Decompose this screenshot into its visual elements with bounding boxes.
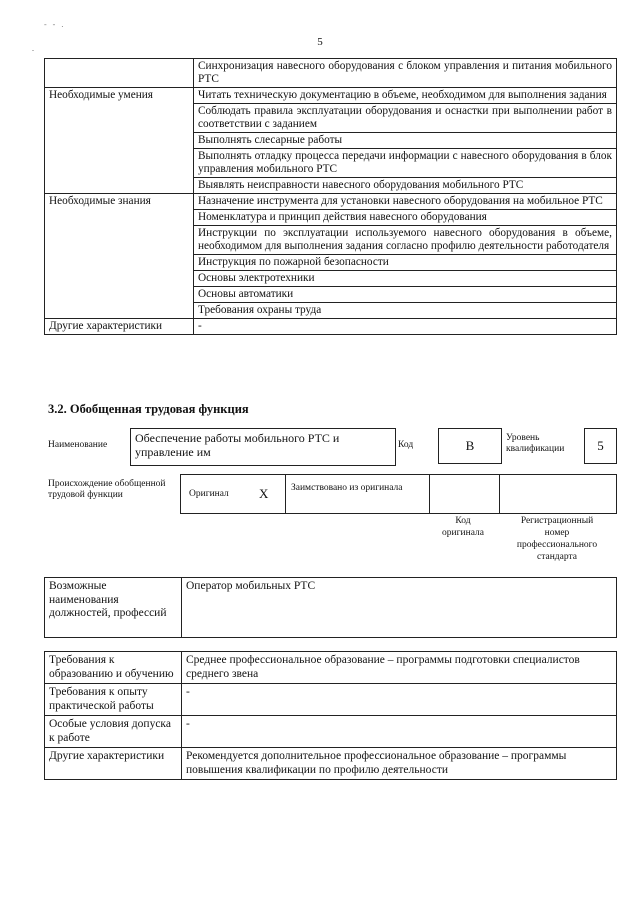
code-label: Код	[398, 440, 414, 450]
row-item: Выполнять отладку процесса передачи информации с навесного оборудования в блок управления мобильного РТС	[194, 149, 617, 178]
row-item: Выполнять слесарные работы	[194, 133, 617, 149]
page-number: 5	[317, 36, 323, 48]
requirement-label: Особые условия допуска к работе	[45, 716, 182, 748]
skills-knowledge-table	[44, 58, 617, 335]
row-item: Читать техническую документацию в объеме, необходимом для выполнения задания	[194, 88, 617, 104]
row-item: Основы автоматики	[194, 287, 617, 303]
row-label	[45, 59, 194, 88]
row-item: Основы электротехники	[194, 271, 617, 287]
row-item: Выявлять неисправности навесного оборудования мобильного РТС	[194, 178, 617, 194]
row-item: Назначение инструмента для установки навесного оборудования на мобильное РТС	[194, 194, 617, 210]
positions-value: Оператор мобильных РТС	[182, 578, 617, 638]
requirement-row	[45, 684, 617, 716]
requirement-label: Другие характеристики	[45, 748, 182, 780]
row-item: Номенклатура и принцип действия навесного оборудования	[194, 210, 617, 226]
requirement-row	[45, 748, 617, 780]
positions-table	[44, 577, 617, 638]
skills-row	[45, 88, 617, 104]
skills-row	[45, 59, 617, 88]
requirement-value: -	[182, 684, 617, 716]
requirement-label: Требования к опыту практической работы	[45, 684, 182, 716]
reg-caption: Регистрационный номер профессионального стандарта	[516, 516, 598, 562]
section-title: 3.2. Обобщенная трудовая функция	[48, 402, 249, 416]
name-label: Наименование	[48, 440, 108, 450]
row-item: Требования охраны труда	[194, 303, 617, 319]
function-name-box: Обеспечение работы мобильного РТС и управление им	[130, 428, 396, 466]
skills-row	[45, 194, 617, 210]
original-label: Оригинал	[189, 489, 229, 499]
row-item: Синхронизация навесного оборудования с блоком управления и питания мобильного РТС	[194, 59, 617, 88]
requirement-label: Требования к образованию и обучению	[45, 652, 182, 684]
scan-marks: - - .	[44, 20, 66, 29]
requirements-table	[44, 651, 617, 780]
requirement-value: Рекомендуется дополнительное профессиональное образование – программы повышения квалификации по профилю деятельности	[182, 748, 617, 780]
origin-label: Происхождение обобщенной трудовой функции	[48, 479, 166, 500]
borrowed-label: Заимствовано из оригинала	[291, 483, 403, 493]
row-label: Необходимые умения	[45, 88, 194, 194]
row-label: Другие характеристики	[45, 319, 194, 335]
level-label: Уровень квалификации	[506, 433, 565, 454]
row-item: -	[194, 319, 617, 335]
row-item: Инструкция по пожарной безопасности	[194, 255, 617, 271]
level-box: 5	[584, 428, 617, 464]
code-box: B	[438, 428, 502, 464]
row-label: Необходимые знания	[45, 194, 194, 319]
skills-row	[45, 319, 617, 335]
requirement-row	[45, 716, 617, 748]
origin-box	[180, 474, 617, 514]
requirement-row	[45, 652, 617, 684]
positions-label: Возможные наименования должностей, профессий	[45, 578, 182, 638]
row-item: Соблюдать правила эксплуатации оборудования и оснастки при выполнении работ в соответствии с заданием	[194, 104, 617, 133]
code-caption: Код оригинала	[442, 516, 484, 538]
original-mark: X	[259, 486, 269, 501]
requirement-value: -	[182, 716, 617, 748]
row-item: Инструкции по эксплуатации используемого навесного оборудования в объеме, необходимом для выполнения задания согласно профилю деятельности работодателя	[194, 226, 617, 255]
requirement-value: Среднее профессиональное образование – программы подготовки специалистов среднего звена	[182, 652, 617, 684]
scan-mark: .	[32, 44, 34, 53]
